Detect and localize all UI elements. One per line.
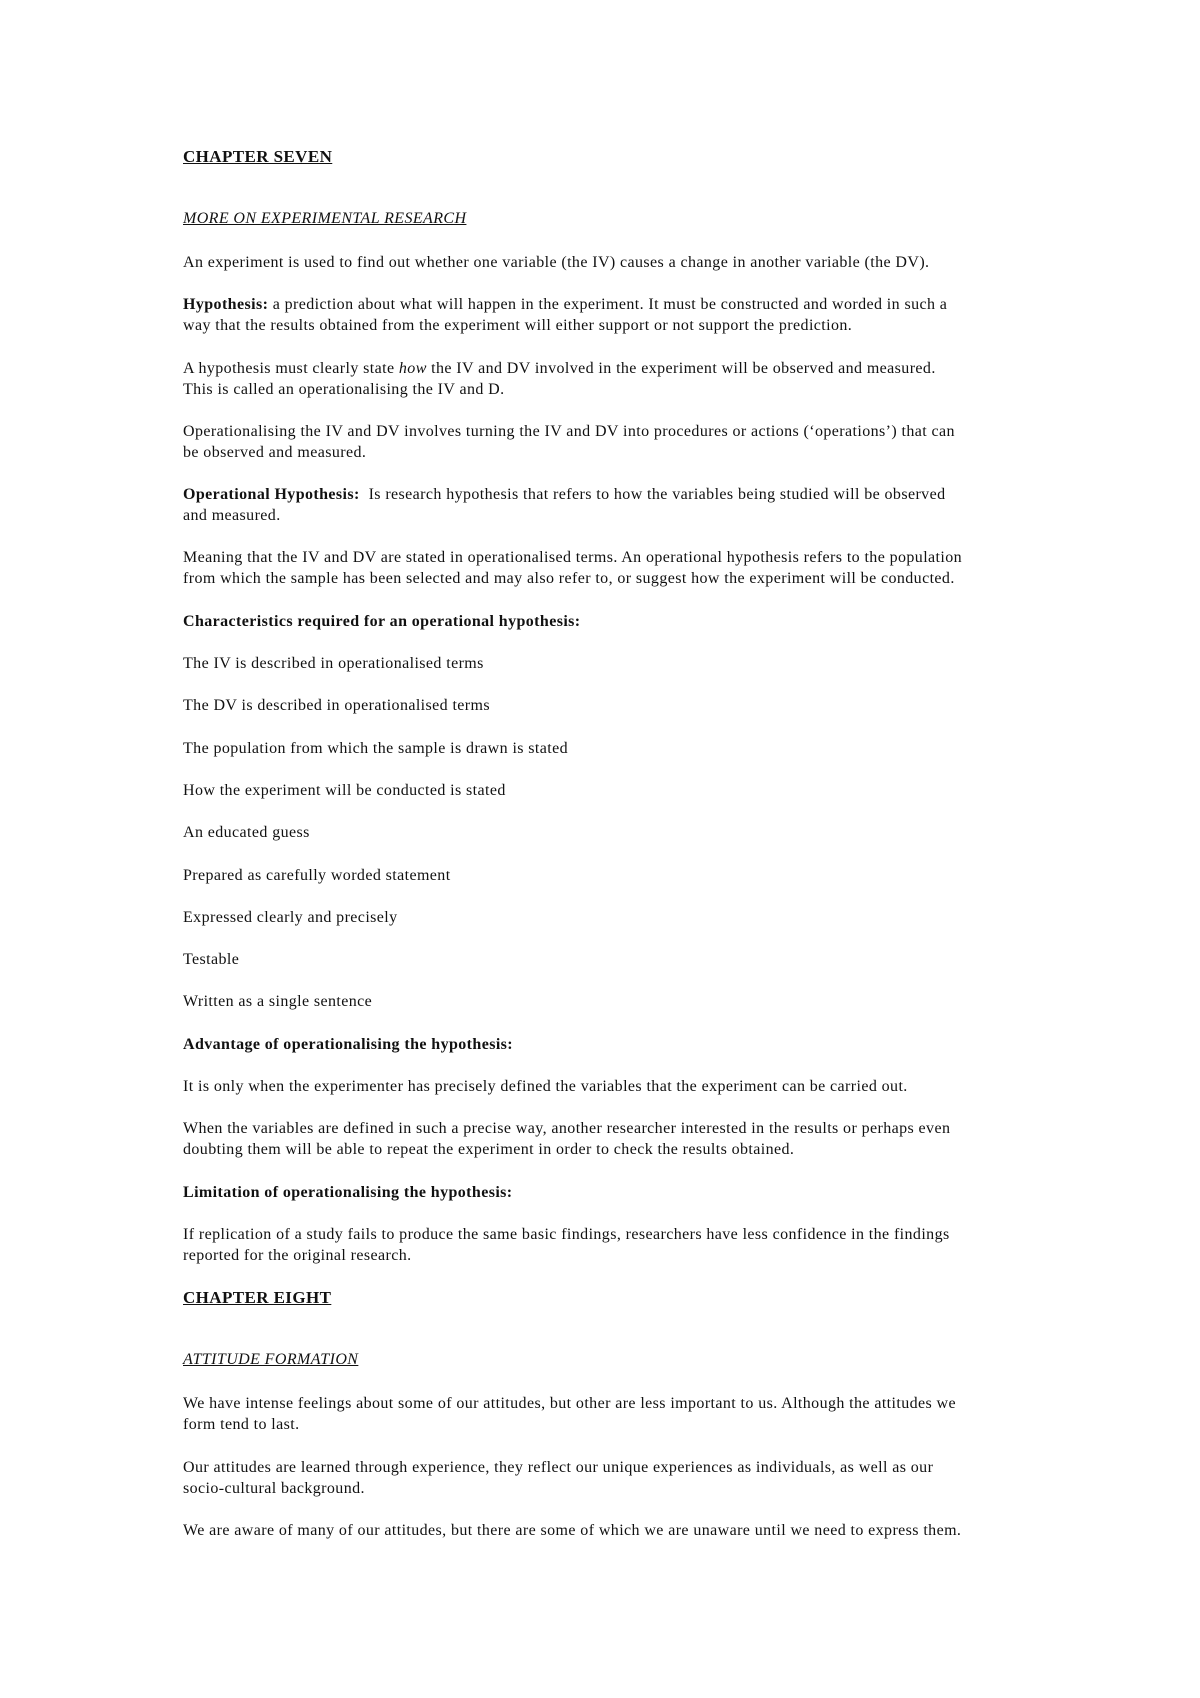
limitation-paragraph [183,1224,1163,1266]
attitudes-paragraph-1-line-1: We have intense feelings about some of our attitudes, but other are less important to us. Although the attitudes we [183,1395,956,1413]
attitudes-paragraph-1-line-2: form tend to last. [183,1416,300,1434]
chapter-eight-heading: CHAPTER EIGHT [183,1288,332,1308]
limitation-heading-paragraph [183,1182,1163,1203]
list-item [183,949,1163,970]
limitation-line-1: If replication of a study fails to produce the same basic findings, researchers have less confidence in the findings [183,1225,950,1243]
hypothesis-term: Hypothesis: [183,296,269,314]
list-item [183,738,1163,759]
attitudes-paragraph-3-line: We are aware of many of our attitudes, but there are some of which we are unaware until we need to express them. [183,1521,962,1539]
operational-hypothesis-line-2: and measured. [183,507,281,525]
limitation-line-2: reported for the original research. [183,1246,412,1264]
advantage-paragraph-2-line-2: doubting them will be able to repeat the experiment in order to check the results obtained. [183,1141,795,1159]
attitudes-paragraph-2-line-2: socio-cultural background. [183,1479,365,1497]
operationalising-paragraph [183,421,1163,463]
hypothesis-line-1 [183,294,1163,315]
advantage-paragraph-1-line: It is only when the experimenter has precisely defined the variables that the experiment can be carried out. [183,1078,908,1096]
chapter-eight-subheading: ATTITUDE FORMATION [183,1351,359,1369]
characteristics-heading-paragraph [183,611,1163,632]
intro-paragraph [183,252,1163,273]
list-item [183,907,1163,928]
list-item [183,991,1163,1012]
measurement-emphasis: how [398,359,427,377]
attitudes-paragraph-1 [183,1393,1163,1435]
measurement-line-2: This is called an operationalising the IV and D. [183,380,505,398]
document-content [183,146,1163,1562]
meaning-line-1: Meaning that the IV and DV are stated in operationalised terms. An operational hypothesis refers to the population [183,549,963,567]
measurement-text-end: the IV and DV involved in the experiment will be observed and measured. [426,359,936,377]
hypothesis-paragraph [183,294,1163,336]
characteristic-item-9: Written as a single sentence [183,993,373,1011]
list-item [183,865,1163,886]
hypothesis-line-2: way that the results obtained from the experiment will either support or not support the prediction. [183,317,853,335]
characteristic-item-6: Prepared as carefully worded statement [183,866,451,884]
characteristic-item-8: Testable [183,951,240,969]
meaning-paragraph [183,547,1163,589]
measurement-text-start: A hypothesis must clearly state [183,359,399,377]
characteristic-item-2: The DV is described in operationalised terms [183,697,491,715]
list-item [183,822,1163,843]
advantage-heading-paragraph [183,1034,1163,1055]
advantage-paragraph-1 [183,1076,1163,1097]
operationalising-line-2: be observed and measured. [183,443,367,461]
characteristic-item-3: The population from which the sample is drawn is stated [183,739,569,757]
operationalising-line-1: Operationalising the IV and DV involves turning the IV and DV into procedures or actions (‘operations’) that can [183,422,955,440]
list-item [183,653,1163,674]
characteristic-item-7: Expressed clearly and precisely [183,908,398,926]
operational-hypothesis-paragraph [183,484,1163,526]
attitudes-paragraph-2-line-1: Our attitudes are learned through experience, they reflect our unique experiences as individuals, as well as our [183,1458,934,1476]
list-item [183,695,1163,716]
advantage-paragraph-2 [183,1118,1163,1160]
list-item [183,780,1163,801]
operational-hypothesis-term: Operational Hypothesis: [183,486,360,504]
characteristic-item-4: How the experiment will be conducted is stated [183,781,506,799]
measurement-line-1 [183,358,1163,379]
chapter-seven-heading: CHAPTER SEVEN [183,147,333,166]
characteristic-item-1: The IV is described in operationalised terms [183,655,484,673]
attitudes-paragraph-3 [183,1520,1163,1541]
hypothesis-text-1: a prediction about what will happen in the experiment. It must be constructed and worded in such a [268,296,948,314]
advantage-paragraph-2-line-1: When the variables are defined in such a precise way, another researcher interested in the results or perhaps even [183,1120,951,1138]
characteristic-item-5: An educated guess [183,824,310,842]
meaning-line-2: from which the sample has been selected and may also refer to, or suggest how the experiment will be conducted. [183,570,955,588]
intro-line: An experiment is used to find out whether one variable (the IV) causes a change in another variable (the DV). [183,254,930,271]
operational-hypothesis-line-1 [183,484,1163,505]
chapter-seven-subheading: MORE ON EXPERIMENTAL RESEARCH [183,210,467,227]
advantage-heading: Advantage of operationalising the hypothesis: [183,1035,514,1053]
characteristics-heading: Characteristics required for an operational hypothesis: [183,612,581,630]
limitation-heading: Limitation of operationalising the hypothesis: [183,1183,513,1201]
attitudes-paragraph-2 [183,1457,1163,1499]
measurement-paragraph [183,358,1163,400]
operational-hypothesis-text-1: Is research hypothesis that refers to how the variables being studied will be observed [359,486,946,504]
